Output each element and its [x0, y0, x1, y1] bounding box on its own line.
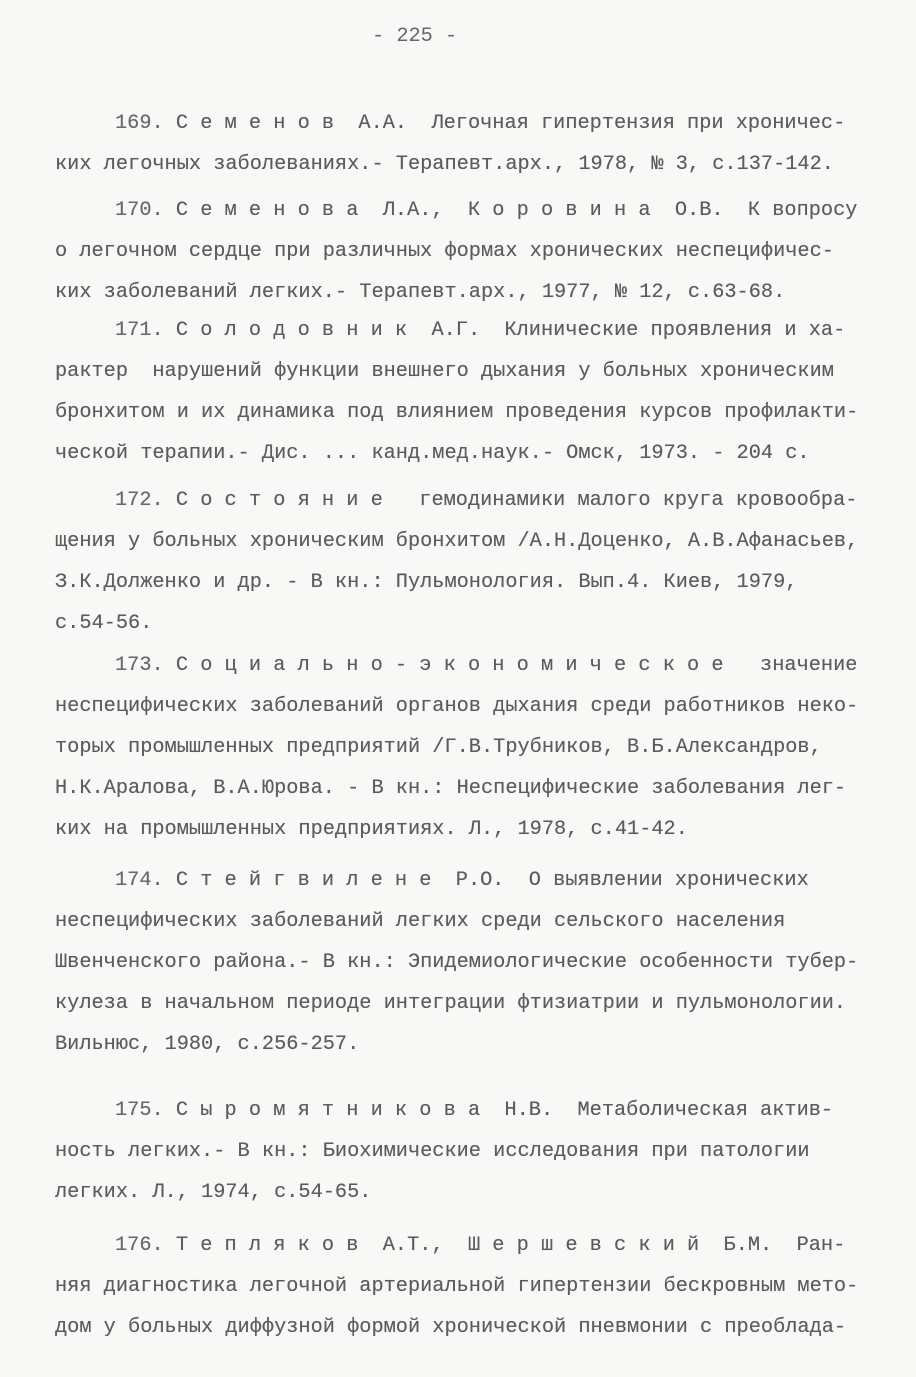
- entry-line: [55, 1172, 905, 1213]
- entry-text: бронхитом и их динамика под влиянием проведения курсов профилакти-: [55, 401, 859, 424]
- bibliography-entry: [55, 310, 905, 474]
- page-number: - 225 -: [372, 25, 458, 48]
- entry-text: няя диагностика легочной артериальной гипертензии бескровным мето-: [55, 1275, 859, 1298]
- entry-line: [55, 1024, 905, 1065]
- entry-line: [55, 809, 905, 850]
- entry-number: 169.: [115, 112, 164, 135]
- entry-line: [55, 983, 905, 1024]
- entry-first-line: [55, 103, 905, 144]
- bibliography-entry: [55, 1090, 905, 1213]
- entry-text: ность легких.- В кн.: Биохимические исследования при патологии: [55, 1140, 810, 1163]
- entry-line: [55, 272, 905, 313]
- bibliography-entry: [55, 645, 905, 850]
- entry-line: [55, 1266, 905, 1307]
- entry-text: С о л о д о в н и к А.Г. Клинические проявления и ха-: [175, 319, 846, 342]
- entry-first-line: [55, 860, 905, 901]
- entry-text: Швенченского района.- В кн.: Эпидемиологические особенности тубер-: [55, 951, 859, 974]
- entry-first-line: [55, 1225, 905, 1266]
- bibliography-entry: [55, 103, 905, 185]
- entry-text: С т е й г в и л е н е Р.О. О выявлении хронических: [175, 869, 809, 892]
- entry-number: 175.: [115, 1099, 164, 1122]
- entry-text: кулеза в начальном периоде интеграции фтизиатрии и пульмонологии.: [55, 992, 847, 1015]
- entry-line: [55, 521, 905, 562]
- entry-number: 173.: [115, 654, 164, 677]
- entry-text: С е м е н о в а Л.А., К о р о в и н а О.В. К вопросу: [175, 199, 858, 222]
- entry-line: [55, 1307, 905, 1348]
- entry-line: [55, 231, 905, 272]
- entry-line: [55, 942, 905, 983]
- entry-text: Т е п л я к о в А.Т., Ш е р ш е в с к и й Б.М. Ран-: [175, 1234, 846, 1257]
- entry-line: [55, 1131, 905, 1172]
- entry-text: о легочном сердце при различных формах хронических неспецифичес-: [55, 240, 834, 263]
- entry-text: ких на промышленных предприятиях. Л., 1978, с.41-42.: [55, 818, 688, 841]
- entry-text: Вильнюс, 1980, с.256-257.: [55, 1033, 360, 1056]
- entry-text: с.54-56.: [55, 612, 153, 635]
- entry-text: неспецифических заболеваний органов дыхания среди работников неко-: [55, 695, 859, 718]
- entry-first-line: [55, 645, 905, 686]
- entry-line: [55, 433, 905, 474]
- entry-line: [55, 392, 905, 433]
- entry-line: [55, 603, 905, 644]
- entry-text: С о с т о я н и е гемодинамики малого круга кровообра-: [175, 489, 858, 512]
- entry-text: ких заболеваний легких.- Терапевт.арх., 1977, № 12, с.63-68.: [55, 281, 786, 304]
- bibliography-entry: [55, 860, 905, 1065]
- entry-text: рактер нарушений функции внешнего дыхания у больных хроническим: [55, 360, 834, 383]
- entry-first-line: [55, 190, 905, 231]
- entry-number: 170.: [115, 199, 164, 222]
- entry-text: С е м е н о в А.А. Легочная гипертензия при хроничес-: [175, 112, 846, 135]
- entry-line: [55, 351, 905, 392]
- entry-text: ких легочных заболеваниях.- Терапевт.арх., 1978, № 3, с.137-142.: [55, 153, 834, 176]
- entry-number: 172.: [115, 489, 164, 512]
- entry-text: З.К.Долженко и др. - В кн.: Пульмонология. Вып.4. Киев, 1979,: [55, 571, 798, 594]
- entry-text: неспецифических заболеваний легких среди сельского населения: [55, 910, 786, 933]
- entry-text: ческой терапии.- Дис. ... канд.мед.наук.- Омск, 1973. - 204 с.: [55, 442, 810, 465]
- bibliography-entry: [55, 190, 905, 313]
- entry-first-line: [55, 480, 905, 521]
- entry-line: [55, 768, 905, 809]
- entry-line: [55, 562, 905, 603]
- entry-number: 171.: [115, 319, 164, 342]
- bibliography-entry: [55, 1225, 905, 1348]
- entry-first-line: [55, 310, 905, 351]
- entry-text: С ы р о м я т н и к о в а Н.В. Метаболическая актив-: [175, 1099, 834, 1122]
- bibliography-entry: [55, 480, 905, 644]
- entry-text: дом у больных диффузной формой хронической пневмонии с преоблада-: [55, 1316, 847, 1339]
- entry-first-line: [55, 1090, 905, 1131]
- entry-text: торых промышленных предприятий /Г.В.Трубников, В.Б.Александров,: [55, 736, 822, 759]
- entry-number: 174.: [115, 869, 164, 892]
- entry-number: 176.: [115, 1234, 164, 1257]
- entry-line: [55, 901, 905, 942]
- entry-line: [55, 686, 905, 727]
- entry-line: [55, 727, 905, 768]
- entry-text: Н.К.Аралова, В.А.Юрова. - В кн.: Неспецифические заболевания лег-: [55, 777, 847, 800]
- entry-line: [55, 144, 905, 185]
- entry-text: С о ц и а л ь н о - э к о н о м и ч е с к о е значение: [175, 654, 858, 677]
- entry-text: щения у больных хроническим бронхитом /А.Н.Доценко, А.В.Афанасьев,: [55, 530, 859, 553]
- entry-text: легких. Л., 1974, с.54-65.: [55, 1181, 372, 1204]
